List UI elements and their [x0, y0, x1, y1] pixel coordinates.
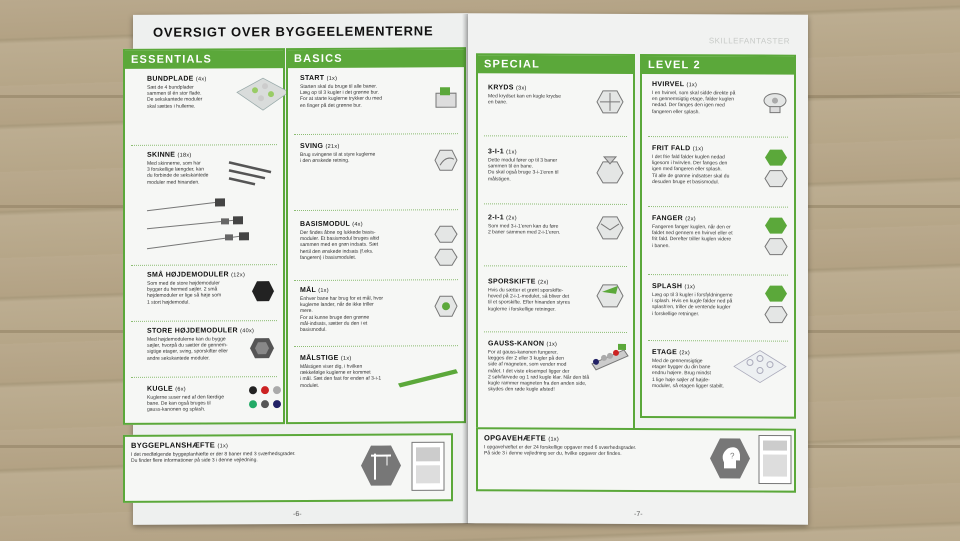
special-heading: SPECIAL — [478, 55, 633, 74]
divider — [484, 203, 627, 205]
large-height-module-icon — [249, 336, 275, 360]
two-in-one-module-icon — [596, 216, 624, 240]
divider — [131, 320, 277, 322]
divider — [294, 133, 458, 135]
spread-title: OVERSIGT OVER BYGGEELEMENTERNE — [153, 23, 434, 40]
splash-module-icon — [764, 285, 788, 325]
rail-length-diagram-icon — [145, 196, 255, 257]
svg-text:?: ? — [730, 451, 735, 461]
small-height-module-icon — [251, 280, 275, 302]
entry-kryds: KRYDS (3x) Med krydset kan en kugle krydse en bane. — [488, 84, 562, 106]
basics-section — [286, 47, 466, 424]
start-module-icon — [434, 85, 458, 111]
basics-heading: BASICS — [288, 49, 464, 68]
entry-bundplade: BUNDPLADE (4x) Sæt de 4 bundplader sammen til én stor flade. De sekskantede moduler skal sættes i hullerne. — [147, 75, 207, 110]
switch-module-icon — [596, 282, 624, 308]
goal-module-icon — [434, 295, 458, 317]
booklet-left-page — [133, 13, 468, 525]
faint-header: SKILLEFANTASTER — [708, 36, 790, 46]
entry-start: START (1x) Starten skal du bruge til alle baner. Læg op til 3 kugler i det grønne bur. For at starte kuglerne trykker du med en finger på det grønne bur. — [300, 74, 382, 109]
divider — [648, 274, 788, 276]
marbles-icon — [247, 384, 281, 416]
entry-hvirvel: HVIRVEL (1x) I en hvirvel, som skal sidde direkte på en gennemsigtig etage, falder kuglen nedad. Der fanges den igen med fangeren eller splash. — [652, 81, 736, 115]
vortex-module-icon — [762, 91, 788, 115]
essentials-section — [123, 48, 285, 425]
divider — [648, 206, 788, 208]
entry-frit-fald: FRIT FALD (1x) I det frie fald falder kuglen nedad ligesom i hvirvlen. Der fanges den igen med fangeren eller splash. Til alle de grønne indsatser skal du desuden bruge et basismodul. — [652, 145, 730, 186]
entry-splash: SPLASH (1x) Læg op til 3 kugler i forsfyldningerne i splash. Hvis en kugle falder ned på splash'en, triller de ventende kugler i forskellige retninger. — [652, 283, 733, 317]
entry-etage: ETAGE (2x) Med de gennemsigtige etager bygger du din bane endnu højere. Brug mindst 1 lige høje søjler af højde- moduler, så etagen ligger stabilt. — [652, 349, 724, 390]
page-number-right: -7- — [634, 510, 643, 519]
curve-module-icon — [434, 149, 458, 171]
entry-3-i-1: 3-I-1 (1x) Dette modul fører op til 3 baner sammen til én bane. Du skal også bruge 3-i-1'eren til målstigen. — [488, 148, 559, 183]
booklet-right-page — [468, 13, 808, 524]
divider — [131, 144, 277, 146]
three-in-one-module-icon — [596, 156, 624, 184]
entry-sporskifte: SPORSKIFTE (2x) Hvis du sætter et grønt sporskifte- hoved på 2-i-1-modulet, så bliver det til et sporskifte. Efter hinanden styres kuglerne i forskellige retninger. — [488, 278, 570, 313]
entry-fanger: FANGER (2x) Fangeren fanger kuglen, når den er faldet ned gennem en hvirvel eller et frit fald. Derefter triller kuglen videre i banen. — [652, 215, 733, 249]
divider — [484, 265, 627, 267]
entry-sma-hojdemoduler: SMÅ HØJDEMODULER (12x) Som med de store højdemoduler bygger du hermed søjler. 2 små højdemoduler er lige så høje som 1 stort højdemodul. — [147, 271, 246, 306]
footer-task-booklet: OPGAVEHÆFTE (1x) I opgavehæftet er der 24 forskellige opgaver med 6 sværhedsgrader. På side 3 i denne vejledning ser du, hvilke opgaver der findes. ? — [476, 427, 796, 492]
entry-mal: MÅL (1x) Enhver bane har brug for et mål, hvor kuglerne lander, når de ikke triller mere. For at kunne bruge den grønne mål-indsats, sætter du den i et basismodul. — [300, 286, 384, 334]
thinking-head-icon — [710, 436, 750, 480]
divider — [131, 376, 277, 378]
rail-icon — [225, 156, 277, 186]
level2-section — [640, 54, 796, 419]
gauss-cannon-icon — [590, 342, 630, 372]
crossing-module-icon — [596, 90, 624, 114]
entry-gauss-kanon: GAUSS-KANON (1x) For at gauss-kanonen fungerer, lægges der 2 eller 3 kugler på den side af magneten, som vender mod målet. I det viste eksempel ligger der 2 sølvfarvede og 1 rød kugle klar. Når den blå kugle rammer magneten fra den anden side, skydes den røde kugle afsted! — [488, 340, 590, 393]
level2-heading: LEVEL 2 — [642, 56, 794, 75]
divider — [648, 340, 788, 342]
level-platform-icon — [730, 346, 790, 386]
page-number-left: -6- — [293, 510, 302, 519]
footer-construction-booklet: BYGGEPLANSHÆFTE (1x) I det medfølgende byggeplanhæfte er der 8 baner med 3 sværhedsgrader. Du finder flere informationer på side 3 i denne vejledning. — [123, 433, 453, 503]
booklet-thumbnail-icon — [411, 441, 445, 491]
entry-malstige: MÅLSTIGE (1x) Målstigen viser dig, i hvilken rækkefølge kuglerne er kommet i mål. Sæt den fast for enden af 3-i-1 modulet. — [300, 354, 382, 389]
divider — [484, 331, 627, 333]
free-fall-module-icon — [764, 149, 788, 189]
entry-skinne: SKINNE (18x) Med skinnerne, som har 3 forskellige længder, kan du forbinde de sekskantede moduler med hinanden. — [147, 151, 209, 186]
divider — [294, 345, 458, 347]
divider — [294, 279, 458, 281]
crane-icon — [361, 443, 401, 487]
base-module-icon — [434, 225, 458, 271]
divider — [648, 136, 788, 138]
goal-ladder-icon — [396, 365, 460, 387]
divider — [131, 264, 277, 266]
special-section — [476, 53, 635, 438]
entry-basismodul: BASISMODUL (4x) Der findes åbne og lukkede basis- moduler. Et basismodul bruges altid sammen med en grøn indsats. Sæt hertil den ønskede indsats (f.eks. fangeren) i basismodulet. — [300, 220, 380, 261]
essentials-heading: ESSENTIALS — [125, 50, 283, 69]
entry-2-i-1: 2-I-1 (2x) Som med 3-i-1'eren kan du føre 2 baner sammen med 2-i-1'eren. — [488, 214, 561, 236]
divider — [484, 135, 627, 137]
entry-kugle: KUGLE (6x) Kuglerne suser ned af den færdige bane. De kan også bruges til gauss-kanonen og splash. — [147, 385, 224, 414]
entry-store-hojdemoduler: STORE HØJDEMODULER (40x) Med højdemodulerne kan du bygge søjler, hvorpå du sætter de gennem- sigtige etager, sving, sporskifter eller andre sekskantede moduler. — [147, 327, 255, 362]
divider — [294, 209, 458, 211]
base-plate-icon — [233, 72, 289, 118]
entry-sving: SVING (21x) Brug svingene til at styre kuglerne i den ønskede retning. — [300, 142, 376, 165]
task-booklet-thumbnail-icon — [758, 435, 792, 485]
catcher-module-icon — [764, 217, 788, 257]
